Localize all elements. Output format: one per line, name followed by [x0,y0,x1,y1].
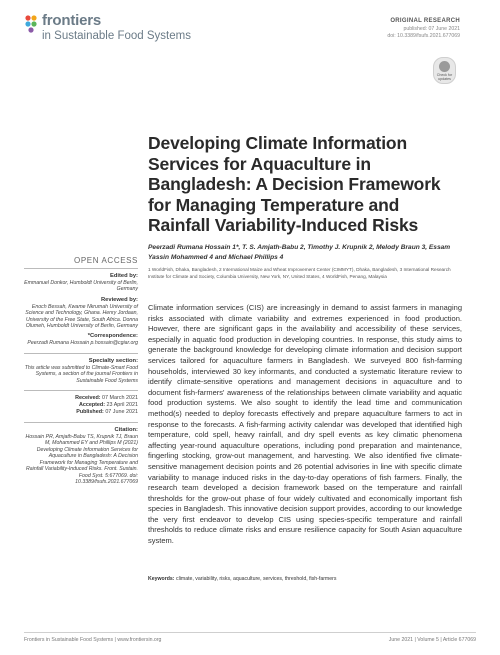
journal-logo-subtitle: in Sustainable Food Systems [42,30,191,42]
accepted-date: 23 April 2021 [106,402,138,409]
reviewed-by-label: Reviewed by: [100,296,138,303]
divider [24,353,138,354]
reviewed-by-value: Enoch Bessah, Kwame Nkrumah University of Science and Technology, Ghana. Henry Jordaan, University of the Free State, South Africa. Donna Olumeh, Humboldt University of Berlin, Germany [25,303,138,330]
correspondence-value[interactable]: Peerzadi Rumana Hossain p.hossain@cgiar.org [27,340,138,347]
received-label: Received: [75,395,101,402]
frontiers-logo-icon [24,14,38,36]
specialty-section-value: This article was submitted to Climate-Smart Food Systems, a section of the journal Frontiers in Sustainable Food Systems [24,364,138,384]
doi-link[interactable]: doi: 10.3389/fsufs.2021.677069 [387,33,460,39]
footer-divider [24,632,476,633]
open-access-label: OPEN ACCESS [74,256,138,265]
published-date-row [24,409,138,416]
abstract-text: Climate information services (CIS) are increasingly in demand to assist farmers in managing risks associated with climate variability and extremes experienced in food production. However, there are significant gaps in the availability and accessibility of these services, especially in aquatic food production in developing countries. In response, this study aims to generate the background knowledge for developing climate information and decision support services tailored for aquaculture farmers in Bangladesh. We surveyed 800 fish-farming households, interviewed 30 key informants, and conducted a systematic literature review to identify climate-sensitive operations and management decisions in aquaculture and to document fish-farmers' awareness of the relationships between climate variability and aquatic food production systems. We also sought to identify the lead time and communication method(s) needed to deploy forecasts effectively and prepare aquaculture farmers to act in response to the forecasts. A fish-farming activity calendar was developed that identified high temperature, cold spell, heavy rainfall, and dry spell events as key climatic phenomena affecting year-round aquaculture operations, including pond preparation and maintenance, fingerling stocking, grow-out management, and harvesting. We also identified five climate-sensitive management decision points and 26 potential advisories in line with specific climate variability to manage induced risks in the day-to-day operations of fish farmers. Finally, the research team developed a decision framework based on the temperature and rainfall thresholds for the grow-out phase of four widely cultivated and economically important fish species in Bangladesh. This innovative decision support provides, according to our knowledge the very first endeavor to develop CIS using species-specific temperature and rainfall thresholds to reduce climate risks and ensure resilience capacity for South Asian aquaculture system. [148,303,462,546]
footer-journal[interactable]: Frontiers in Sustainable Food Systems | www.frontiersin.org [24,637,162,643]
correspondence-label: *Correspondence: [87,333,138,340]
specialty-section-label: Specialty section: [88,357,138,364]
received-date: 07 March 2021 [102,395,138,402]
article-title: Developing Climate Information Services for Aquaculture in Bangladesh: A Decision Framework for Managing Temperature and Rainfall Variability-Induced Risks [148,133,441,235]
accepted-date-row [24,402,138,409]
citation-text: Hossain PR, Amjath-Babu TS, Krupnik TJ, Braun M, Mohammed EY and Phillips M (2021) Developing Climate Information Services for Aquaculture in Bangladesh: A Decision Framework for Managing Temperature and Rainfall Variability-Induced Risks. Front. Sustain. Food Syst. 5:677069. doi: 10.3389/fsufs.2021.677069 [25,434,138,485]
footer-issue-info: June 2021 | Volume 5 | Article 677069 [388,637,476,643]
update-icon [439,61,450,72]
publication-date: published: 07 June 2021 [403,26,460,32]
article-info-sidebar [24,256,138,485]
journal-logo-name: frontiers [42,12,102,29]
received-date-row [24,395,138,402]
edited-by-label: Edited by: [109,273,138,279]
citation-label: Citation: [114,427,138,434]
author-list: Peerzadi Rumana Hossain 1*, T. S. Amjath-Babu 2, Timothy J. Krupnik 2, Melody Braun 3, Essam Yassin Mohammed 4 and Michael Phillips 4 [148,244,451,261]
keywords [148,576,462,582]
check-for-updates-badge[interactable] [433,57,456,84]
divider [24,390,138,391]
accepted-label: Accepted: [78,402,106,409]
article-type-label: ORIGINAL RESEARCH [390,18,460,24]
published-date: 07 June 2021 [105,409,138,416]
divider [24,422,138,423]
edited-by-value: Emmanuel Donkor, Humboldt University of Berlin, Germany [24,280,138,293]
keywords-value: climate, variability, risks, aquaculture, services, threshold, fish-farmers [175,576,337,582]
keywords-label: Keywords: [148,576,175,582]
divider [24,268,138,269]
published-label: Published: [76,409,104,416]
check-for-updates-label: Check for updates [436,73,453,81]
affiliations: 1 WorldFish, Dhaka, Bangladesh, 2 International Maize and Wheat Improvement Center (CIMMYT), Dhaka, Bangladesh, 3 International Research Institute for Climate and Society, Columbia University, New York, NY, United States, 4 WorldFish, Penang, Malaysia [148,267,451,279]
